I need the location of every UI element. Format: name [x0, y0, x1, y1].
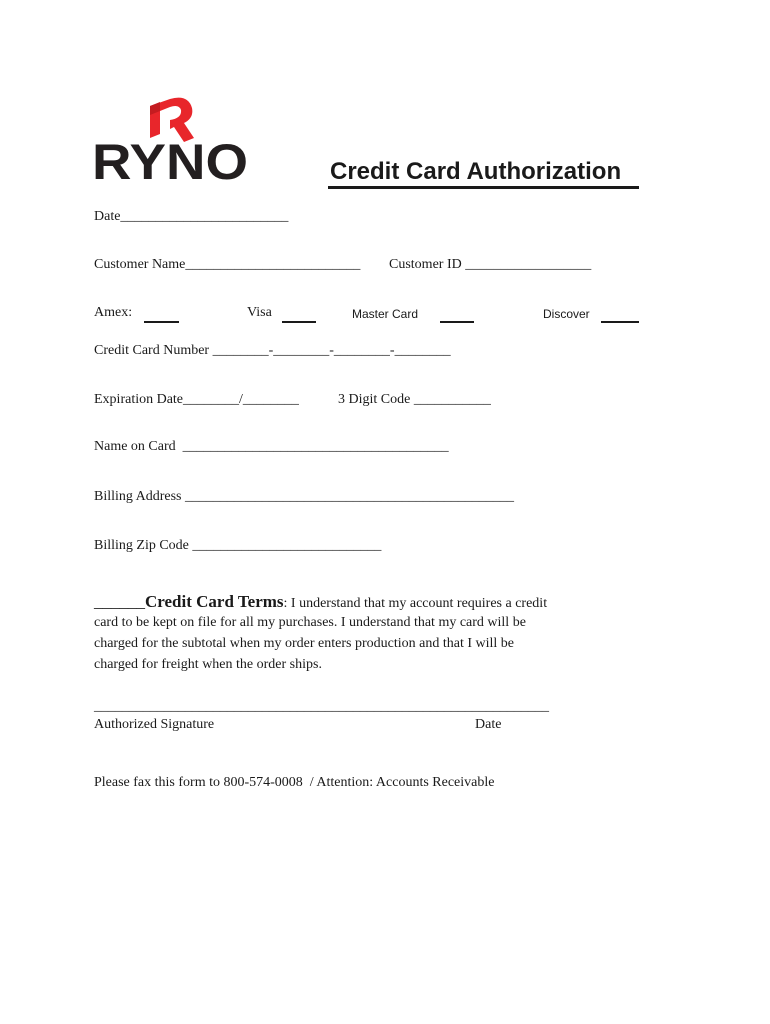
expiration-date-field[interactable]: Expiration Date________/________	[94, 392, 299, 407]
customer-id-field[interactable]: Customer ID __________________	[389, 257, 592, 272]
master-card-checkbox-line[interactable]	[440, 321, 474, 323]
fax-instructions: Please fax this form to 800-574-0008 / Attention: Accounts Receivable	[94, 775, 495, 790]
billing-zip-code-field[interactable]: Billing Zip Code ___________________________	[94, 538, 382, 553]
billing-address-field[interactable]: Billing Address _______________________________________________	[94, 489, 515, 504]
name-on-card-field[interactable]: Name on Card ______________________________________	[94, 439, 449, 454]
three-digit-code-field[interactable]: 3 Digit Code ___________	[338, 392, 491, 407]
signature-line[interactable]: _________________________________________________________________	[94, 699, 549, 714]
ryno-logo-mark-icon	[148, 96, 196, 142]
credit-card-terms-line-1	[94, 592, 547, 612]
authorized-signature-label: Authorized Signature	[94, 717, 215, 732]
discover-label: Discover	[543, 307, 590, 321]
signature-date-label: Date	[475, 717, 502, 732]
terms-initial-blank[interactable]: ______	[94, 592, 145, 611]
form-title: Credit Card Authorization	[330, 158, 622, 185]
customer-name-field[interactable]: Customer Name_________________________	[94, 257, 361, 272]
amex-label: Amex:	[94, 305, 133, 320]
ryno-logo-wordmark	[92, 141, 250, 183]
terms-text-2: card to be kept on file for all my purchases. I understand that my card will be	[94, 615, 526, 630]
credit-card-number-field[interactable]: Credit Card Number ________-________-________-________	[94, 343, 451, 358]
terms-heading: Credit Card Terms	[145, 592, 284, 611]
terms-text-3: charged for the subtotal when my order enters production and that I will be	[94, 636, 515, 651]
svg-text:RYNO: RYNO	[92, 141, 248, 183]
date-field[interactable]: Date________________________	[94, 209, 289, 224]
visa-label: Visa	[247, 305, 272, 320]
amex-checkbox-line[interactable]	[144, 321, 179, 323]
terms-text-4: charged for freight when the order ships.	[94, 657, 322, 672]
terms-text-1: : I understand that my account requires a credit	[283, 596, 548, 611]
visa-checkbox-line[interactable]	[282, 321, 316, 323]
discover-checkbox-line[interactable]	[601, 321, 639, 323]
master-card-label: Master Card	[352, 307, 419, 321]
title-underline	[328, 186, 639, 189]
